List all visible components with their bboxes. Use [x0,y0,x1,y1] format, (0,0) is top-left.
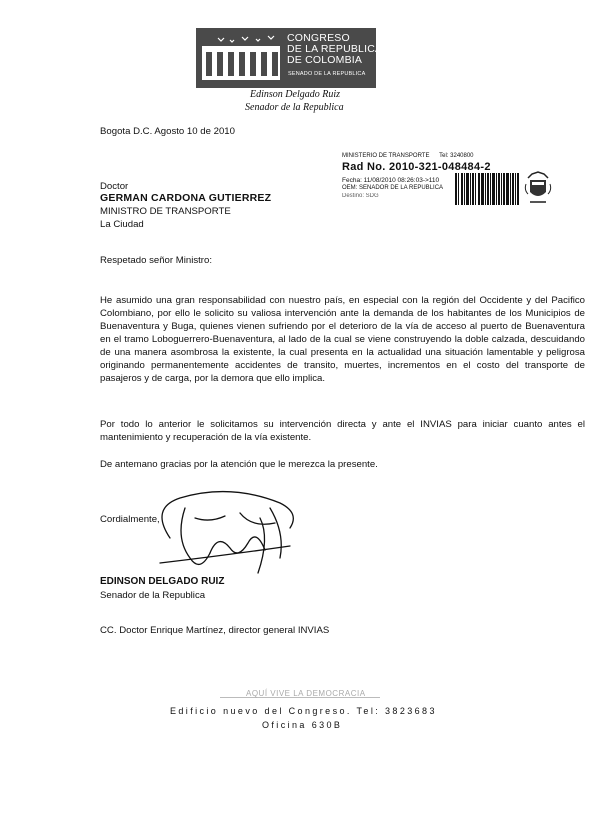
org-line-1: CONGRESO [287,32,350,44]
stamp-destination: Destino: SDG [342,193,379,199]
footer-brand: AQUÍ VIVE LA DEMOCRACIA [246,689,366,698]
stamp-rad-number: Rad No. 2010-321-048484-2 [342,161,491,173]
recipient-salutation: Doctor [100,181,129,192]
recipient-city: La Ciudad [100,219,144,230]
body-paragraph-2: Por todo lo anterior le solicitamos su intervención directa y ante el INVIAS para iniciar cuanto antes el mantenimiento y recuperación de la vía existente. [100,419,585,443]
date-line: Bogota D.C. Agosto 10 de 2010 [100,126,235,137]
stamp-tel: Tel: 3240800 [439,153,474,159]
recipient-title: MINISTRO DE TRANSPORTE [100,206,231,217]
letterhead-sender-name: Edinson Delgado Ruiz [250,89,340,100]
congress-name [287,33,382,66]
greeting: Respetado señor Ministro: [100,255,212,266]
stamp-origin: OEM: SENADOR DE LA REPUBLICA [342,185,444,191]
coat-of-arms-icon [524,170,552,210]
org-line-4: SENADO DE LA REPUBLICA [288,71,366,77]
signer-name: EDINSON DELGADO RUIZ [100,576,225,587]
footer-office: Oficina 630B [262,720,343,730]
body-paragraph-1: He asumido una gran responsabilidad con nuestro país, en especial con la región del Occidente y del Pacifico Colombiano, por ello le solicito su valiosa intervención ante la demanda de los habitantes de los Municipios de Buenaventura y Buga, quienes vienen sufriendo por el deterioro de la vía de acceso al puerto de Buenaventura en el tramo Loboguerrero-Buenaventura, al lado de la cual se viene construyendo la doble calzada, descuidando de una manera asombrosa la existente, la cual presenta en la actualidad una situación lamentable y peligrosa originando permanentemente accidentes de transito, muertes, incrementos en el costo del transporte de pasajeros y de carga, por la demora que ello implica. [100,295,585,384]
barcode [455,173,519,205]
closing: Cordialmente, [100,514,160,525]
footer-address: Edificio nuevo del Congreso. Tel: 3823683 [170,706,437,716]
org-line-2: DE LA REPUBLICA [287,43,383,55]
recipient-name: GERMAN CARDONA GUTIERREZ [100,192,272,204]
body-paragraph-3: De antemano gracias por la atención que le merezca la presente. [100,459,378,470]
letterhead-sender-title: Senador de la Republica [245,102,344,113]
stamp-header: MINISTERIO DE TRANSPORTE [342,153,430,159]
org-line-3: DE COLOMBIA [287,54,363,66]
handwritten-signature [140,478,310,588]
signer-title: Senador de la Republica [100,590,206,601]
cc-line: CC. Doctor Enrique Martínez, director general INVIAS [100,625,330,636]
stamp-fecha: Fecha: 11/08/2010 08:26:03->110 [342,177,440,184]
